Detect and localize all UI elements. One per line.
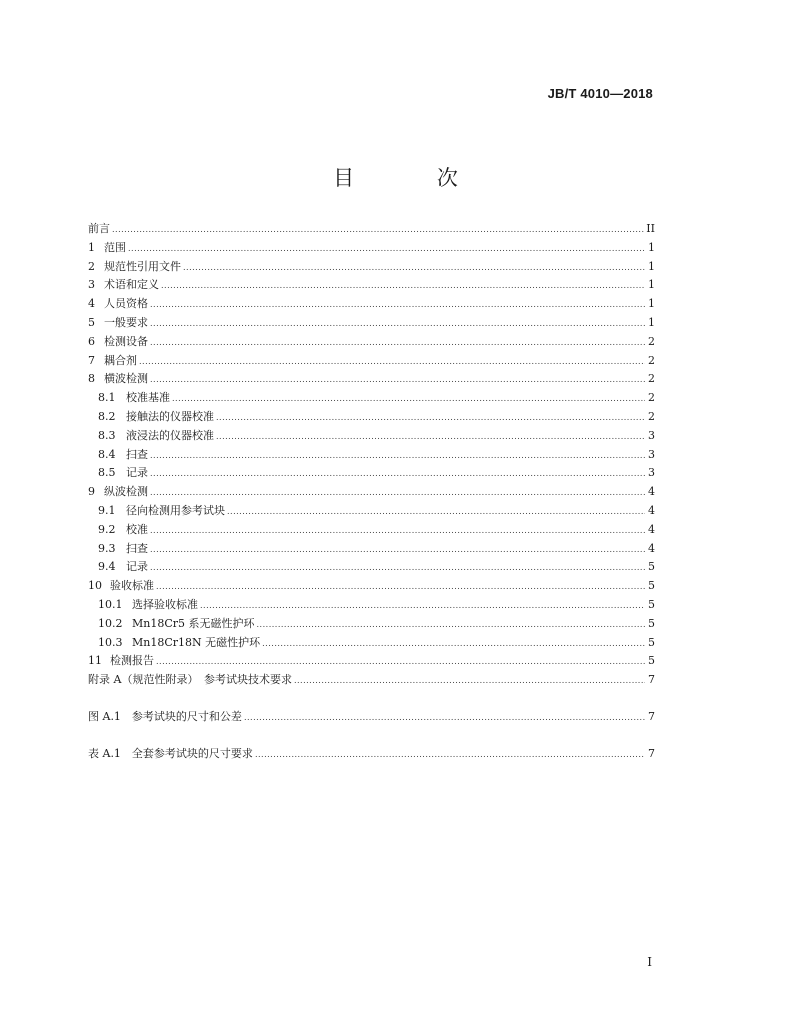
leader-dots	[150, 484, 645, 503]
toc-entry-number: 9.4	[98, 560, 116, 574]
toc-entry-number: 8.5	[98, 466, 116, 480]
leader-dots	[294, 672, 645, 691]
toc-entry-label: 校准	[126, 522, 148, 536]
toc-entry-page: 2	[648, 391, 655, 405]
leader-dots	[156, 578, 645, 597]
toc-entry[interactable]	[88, 652, 655, 671]
toc-entry-page: 5	[648, 654, 655, 668]
leader-dots	[150, 371, 645, 390]
toc-entry-label: Mn18Cr5 系无磁性护环	[132, 616, 255, 630]
toc-entry-label: 范围	[104, 240, 126, 254]
toc-entry[interactable]	[88, 220, 655, 239]
toc-entry[interactable]	[88, 295, 655, 314]
toc-entry-number: 9.1	[98, 503, 116, 517]
document-code: JB/T 4010—2018	[547, 86, 653, 101]
toc-entry-label: 前言	[88, 222, 110, 235]
spacer	[88, 690, 655, 708]
toc-entry-page: II	[646, 222, 655, 235]
toc-entry-number: 8.2	[98, 409, 116, 423]
toc-entry[interactable]	[88, 408, 655, 427]
leader-dots	[150, 296, 645, 315]
toc-entry-page: 3	[648, 447, 655, 461]
toc-entry-number: 11	[88, 654, 102, 668]
toc-entry-label: 径向检测用参考试块	[126, 503, 225, 517]
toc-entry-number: 6	[88, 334, 95, 348]
toc-entry-number: 10	[88, 579, 102, 593]
toc-entry[interactable]	[88, 276, 655, 295]
toc-entry[interactable]	[88, 558, 655, 577]
leader-dots	[216, 428, 645, 447]
toc-entry-number: 3	[88, 278, 95, 292]
leader-dots	[150, 559, 645, 578]
toc-entry-label: 术语和定义	[104, 278, 159, 292]
toc-entry-label: 附录 A（规范性附录） 参考试块技术要求	[88, 673, 292, 687]
toc-entry-number: 5	[88, 315, 95, 329]
page-number: I	[647, 955, 652, 969]
leader-dots	[139, 353, 645, 372]
toc-entry-page: 4	[648, 503, 655, 517]
leader-dots	[150, 541, 645, 560]
toc-entry-page: 7	[648, 673, 655, 687]
toc-entries	[88, 220, 655, 690]
toc-entry-page: 2	[648, 409, 655, 423]
toc-entry-page: 5	[648, 560, 655, 574]
toc-entry-label: 校准基准	[126, 391, 170, 405]
toc-entry[interactable]	[88, 577, 655, 596]
toc-entry-label: 选择验收标准	[132, 597, 198, 611]
toc-entry-label: 扫查	[126, 541, 148, 555]
toc-entry[interactable]	[88, 389, 655, 408]
toc-entry-label: Mn18Cr18N 无磁性护环	[132, 635, 261, 649]
toc-entry-page: 1	[648, 278, 655, 292]
leader-dots	[227, 503, 645, 522]
toc-entry-page: 1	[648, 315, 655, 329]
toc-entry[interactable]	[88, 464, 655, 483]
toc-entry[interactable]	[88, 521, 655, 540]
leader-dots	[150, 315, 645, 334]
toc-entry[interactable]	[88, 239, 655, 258]
leader-dots	[150, 465, 645, 484]
toc-entry-number: 10.1	[98, 597, 123, 611]
leader-dots	[112, 221, 644, 240]
leader-dots	[150, 522, 645, 541]
toc-entry-number: 9.2	[98, 522, 116, 536]
toc-entry-page: 5	[648, 579, 655, 593]
toc-entry-number: 10.2	[98, 616, 123, 630]
toc-entry-number: 8.4	[98, 447, 116, 461]
toc-entry[interactable]	[88, 540, 655, 559]
table-of-contents	[88, 220, 655, 764]
toc-entry-number: 8	[88, 372, 95, 386]
toc-entry-number: 9	[88, 485, 95, 499]
toc-entry-label: 扫查	[126, 447, 148, 461]
toc-entry-label: 横波检测	[104, 372, 148, 386]
leader-dots	[172, 390, 645, 409]
toc-entry-number: 9.3	[98, 541, 116, 555]
page-title: 目 次	[333, 166, 496, 190]
spacer	[88, 727, 655, 745]
toc-entry-page: 1	[648, 297, 655, 311]
toc-entry-page: 4	[648, 485, 655, 499]
leader-dots	[262, 635, 645, 654]
leader-dots	[156, 653, 645, 672]
toc-entry-number: 7	[88, 353, 95, 367]
leader-dots	[150, 334, 645, 353]
toc-entry[interactable]	[88, 258, 655, 277]
toc-entry-label: 一般要求	[104, 315, 148, 329]
toc-entry-label: 人员资格	[104, 297, 148, 311]
toc-figure-page: 7	[648, 709, 655, 723]
toc-entry[interactable]	[88, 352, 655, 371]
toc-entry[interactable]	[88, 671, 655, 690]
leader-dots	[161, 277, 645, 296]
toc-entry-page: 1	[648, 240, 655, 254]
toc-entry[interactable]	[88, 333, 655, 352]
leader-dots	[255, 746, 645, 765]
toc-entry[interactable]	[88, 370, 655, 389]
toc-entry-page: 2	[648, 334, 655, 348]
toc-entry[interactable]	[88, 502, 655, 521]
toc-entry-label: 液浸法的仪器校准	[126, 428, 214, 442]
toc-entry-number: 8.3	[98, 428, 116, 442]
toc-entry-number: 10.3	[98, 635, 123, 649]
toc-entry[interactable]	[88, 596, 655, 615]
leader-dots	[257, 616, 645, 635]
toc-entry-label: 检测设备	[104, 334, 148, 348]
leader-dots	[200, 597, 645, 616]
toc-entry-page: 4	[648, 541, 655, 555]
leader-dots	[150, 447, 645, 466]
toc-entry-label: 耦合剂	[104, 353, 137, 367]
toc-entry-number: 1	[88, 240, 95, 254]
toc-entry-label: 接触法的仪器校准	[126, 409, 214, 423]
toc-entry[interactable]	[88, 427, 655, 446]
toc-entry-label: 验收标准	[110, 579, 154, 593]
leader-dots	[216, 409, 645, 428]
toc-figure-label: 图 A.1 参考试块的尺寸和公差	[88, 709, 242, 723]
toc-figure-entry[interactable]	[88, 708, 655, 727]
toc-entry[interactable]	[88, 483, 655, 502]
toc-entry-page: 2	[648, 372, 655, 386]
toc-entry-page: 2	[648, 353, 655, 367]
toc-entry-number: 4	[88, 297, 95, 311]
toc-entry-page: 3	[648, 466, 655, 480]
toc-entry-page: 3	[648, 428, 655, 442]
toc-entry-label: 纵波检测	[104, 485, 148, 499]
toc-entry[interactable]	[88, 615, 655, 634]
leader-dots	[128, 240, 645, 259]
toc-entry[interactable]	[88, 314, 655, 333]
toc-entry-label: 规范性引用文件	[104, 259, 181, 273]
toc-entry-label: 记录	[126, 560, 148, 574]
toc-table-page: 7	[648, 746, 655, 760]
toc-table-label: 表 A.1 全套参考试块的尺寸要求	[88, 746, 253, 760]
leader-dots	[244, 709, 645, 728]
toc-entry-page: 5	[648, 635, 655, 649]
toc-entry-number: 8.1	[98, 391, 116, 405]
toc-entry-page: 4	[648, 522, 655, 536]
toc-table-entry[interactable]	[88, 745, 655, 764]
toc-entry-number: 2	[88, 259, 95, 273]
toc-entry-page: 5	[648, 616, 655, 630]
toc-entry[interactable]	[88, 634, 655, 653]
toc-entry-label: 检测报告	[110, 654, 154, 668]
leader-dots	[183, 259, 645, 278]
toc-entry[interactable]	[88, 446, 655, 465]
toc-entry-page: 5	[648, 597, 655, 611]
toc-entry-page: 1	[648, 259, 655, 273]
toc-entry-label: 记录	[126, 466, 148, 480]
